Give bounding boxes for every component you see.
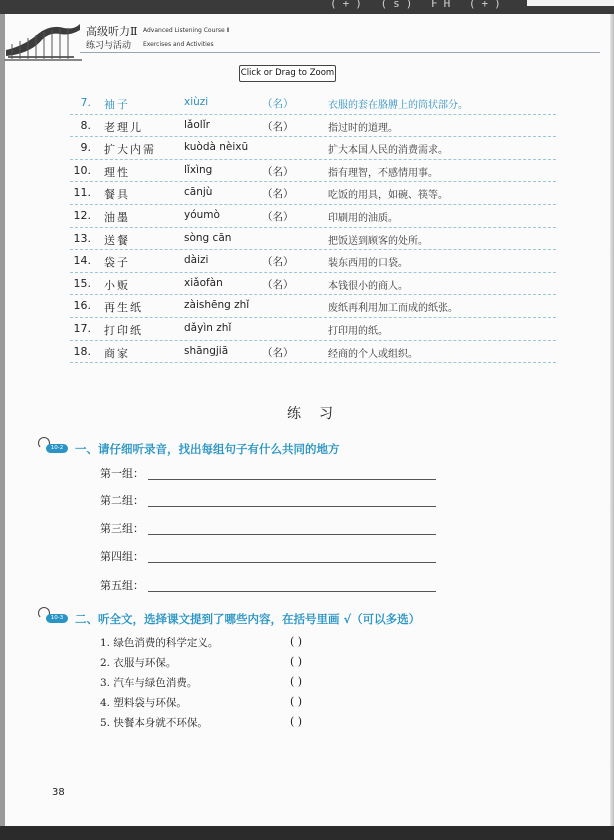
- exercise-1-heading: [38, 441, 340, 457]
- exercises-title: 练习: [287, 406, 351, 422]
- vocab-word: 油墨: [104, 210, 130, 224]
- vocab-definition: 本钱很小的商人。: [328, 280, 408, 292]
- vocab-word: 商家: [104, 346, 130, 360]
- vocab-row: [70, 160, 556, 183]
- vocab-row: [70, 273, 556, 296]
- group-label: 第五组：: [100, 579, 144, 592]
- vocab-part-of-speech: （名）: [262, 278, 294, 291]
- choice-option: 2. 衣服与环保。: [100, 657, 177, 669]
- vocab-pinyin: kuòdà nèixū: [184, 141, 249, 154]
- page-left-edge: [0, 14, 5, 826]
- vocab-row: [70, 295, 556, 318]
- vocab-number: 9.: [80, 141, 91, 155]
- book-title: 高级听力Ⅱ: [86, 25, 138, 38]
- vocab-number: 17.: [73, 321, 91, 335]
- exercise-2-heading: [38, 611, 420, 627]
- section-title-en: Exercises and Activities: [143, 41, 214, 48]
- vocab-pinyin: lǐxìng: [184, 163, 213, 176]
- choice-option: 1. 绿色消费的科学定义。: [100, 637, 219, 649]
- vocab-pinyin: dàizi: [184, 254, 209, 267]
- page-right-shadow: [610, 14, 614, 826]
- vocab-row: [70, 137, 556, 160]
- vocab-part-of-speech: （名）: [262, 210, 294, 223]
- answer-parentheses[interactable]: ( ): [290, 695, 303, 708]
- vocab-word: 理性: [104, 165, 130, 179]
- vocab-number: 12.: [73, 208, 91, 222]
- vocab-pinyin: shāngjiā: [184, 344, 229, 357]
- viewer-toolbar: [0, 0, 614, 14]
- vocab-number: 8.: [80, 118, 91, 132]
- answer-parentheses[interactable]: ( ): [290, 635, 303, 648]
- vocab-word: 扩大内需: [104, 143, 156, 157]
- exercise-1-text: 一、请仔细听录音，找出每组句子有什么共同的地方: [75, 442, 340, 456]
- vocab-word: 再生纸: [104, 301, 143, 315]
- answer-parentheses[interactable]: ( ): [290, 715, 303, 728]
- headphone-audio-icon[interactable]: [38, 611, 72, 625]
- answer-blank-line[interactable]: [148, 479, 436, 480]
- vocab-definition: 废纸再利用加工而成的纸张。: [328, 303, 458, 315]
- vocab-definition: 装东西用的口袋。: [328, 258, 408, 270]
- vocab-number: 10.: [73, 163, 91, 177]
- audio-track-badge: 10-3: [46, 614, 68, 623]
- vocab-part-of-speech: （名）: [262, 120, 294, 133]
- vocab-pinyin: yóumò: [184, 208, 220, 221]
- page-number: 38: [52, 787, 65, 798]
- answer-parentheses[interactable]: ( ): [290, 675, 303, 688]
- vocab-part-of-speech: （名）: [262, 98, 294, 110]
- vocab-definition: 打印用的纸。: [328, 325, 388, 337]
- vocab-definition: 经商的个人或组织。: [328, 348, 418, 360]
- vocab-number: 18.: [73, 344, 91, 358]
- choice-option: 3. 汽车与绿色消费。: [100, 677, 198, 689]
- vocab-pinyin: cānjù: [184, 186, 213, 199]
- vocab-pinyin: xiùzi: [184, 96, 209, 108]
- vocab-part-of-speech: （名）: [262, 188, 294, 201]
- answer-blank-line[interactable]: [148, 562, 436, 563]
- group-label: 第二组：: [100, 494, 144, 507]
- vocab-row: [70, 250, 556, 273]
- vocab-number: 16.: [73, 299, 91, 313]
- vocabulary-table: [70, 92, 556, 363]
- vocab-pinyin: dǎyìn zhǐ: [184, 321, 232, 334]
- toolbar-glyphs[interactable]: (+) (s) FH (+): [330, 0, 507, 10]
- choice-option: 4. 塑料袋与环保。: [100, 697, 187, 709]
- vocab-number: 13.: [73, 231, 91, 245]
- vocab-word: 老理儿: [104, 120, 143, 134]
- exercise-2-text: 二、听全文，选择课文提到了哪些内容，在括号里画 √（可以多选）: [75, 612, 421, 626]
- section-title: 练习与活动: [86, 41, 132, 51]
- toolbar-tab[interactable]: [527, 0, 614, 6]
- book-title-en: Advanced Listening Course Ⅱ: [143, 27, 230, 34]
- vocab-word: 袋子: [104, 256, 130, 270]
- vocab-word: 袖子: [104, 98, 130, 111]
- header-rule: [80, 52, 600, 53]
- vocab-part-of-speech: （名）: [262, 165, 294, 178]
- vocab-definition: 指有理智，不感情用事。: [328, 167, 438, 179]
- vocab-number: 7.: [80, 96, 91, 109]
- vocab-definition: 衣服的套在胳膊上的筒状部分。: [328, 100, 468, 111]
- vocab-part-of-speech: （名）: [262, 256, 294, 269]
- audio-track-badge: 10-2: [46, 444, 68, 453]
- vocab-row: [70, 115, 556, 138]
- vocab-number: 11.: [73, 186, 91, 200]
- vocab-word: 打印纸: [104, 323, 143, 337]
- vocab-pinyin: lǎolǐr: [184, 118, 210, 131]
- vocab-pinyin: sòng cān: [184, 231, 232, 244]
- vocab-definition: 把饭送到顾客的处所。: [328, 235, 428, 247]
- answer-blank-line[interactable]: [148, 534, 436, 535]
- vocab-row: [70, 182, 556, 205]
- vocab-pinyin: xiǎofàn: [184, 276, 223, 289]
- vocab-definition: 扩大本国人民的消费需求。: [328, 145, 448, 157]
- vocab-definition: 指过时的道理。: [328, 122, 398, 134]
- vocab-part-of-speech: （名）: [262, 346, 294, 359]
- headphone-audio-icon[interactable]: [38, 441, 72, 455]
- answer-blank-line[interactable]: [148, 506, 436, 507]
- vocab-word: 小贩: [104, 278, 130, 292]
- choice-option: 5. 快餐本身就不环保。: [100, 717, 208, 729]
- vocab-row: [70, 341, 556, 364]
- answer-blank-line[interactable]: [148, 591, 436, 592]
- answer-parentheses[interactable]: ( ): [290, 655, 303, 668]
- vocab-word: 餐具: [104, 188, 130, 202]
- vocab-row: [70, 92, 556, 115]
- vocab-pinyin: zàishēng zhǐ: [184, 299, 250, 312]
- vocab-number: 14.: [73, 254, 91, 268]
- vocab-row: [70, 228, 556, 251]
- group-label: 第四组：: [100, 550, 144, 563]
- vocab-row: [70, 205, 556, 228]
- vocab-number: 15.: [73, 276, 91, 290]
- group-label: 第一组：: [100, 467, 144, 480]
- group-label: 第三组：: [100, 522, 144, 535]
- zoom-button[interactable]: Click or Drag to Zoom: [239, 65, 336, 82]
- vocab-word: 送餐: [104, 233, 130, 247]
- vocab-definition: 印刷用的油质。: [328, 212, 398, 224]
- pavilion-roof-illustration: [4, 16, 82, 62]
- vocab-definition: 吃饭的用具，如碗、筷等。: [328, 190, 448, 202]
- vocab-row: [70, 318, 556, 341]
